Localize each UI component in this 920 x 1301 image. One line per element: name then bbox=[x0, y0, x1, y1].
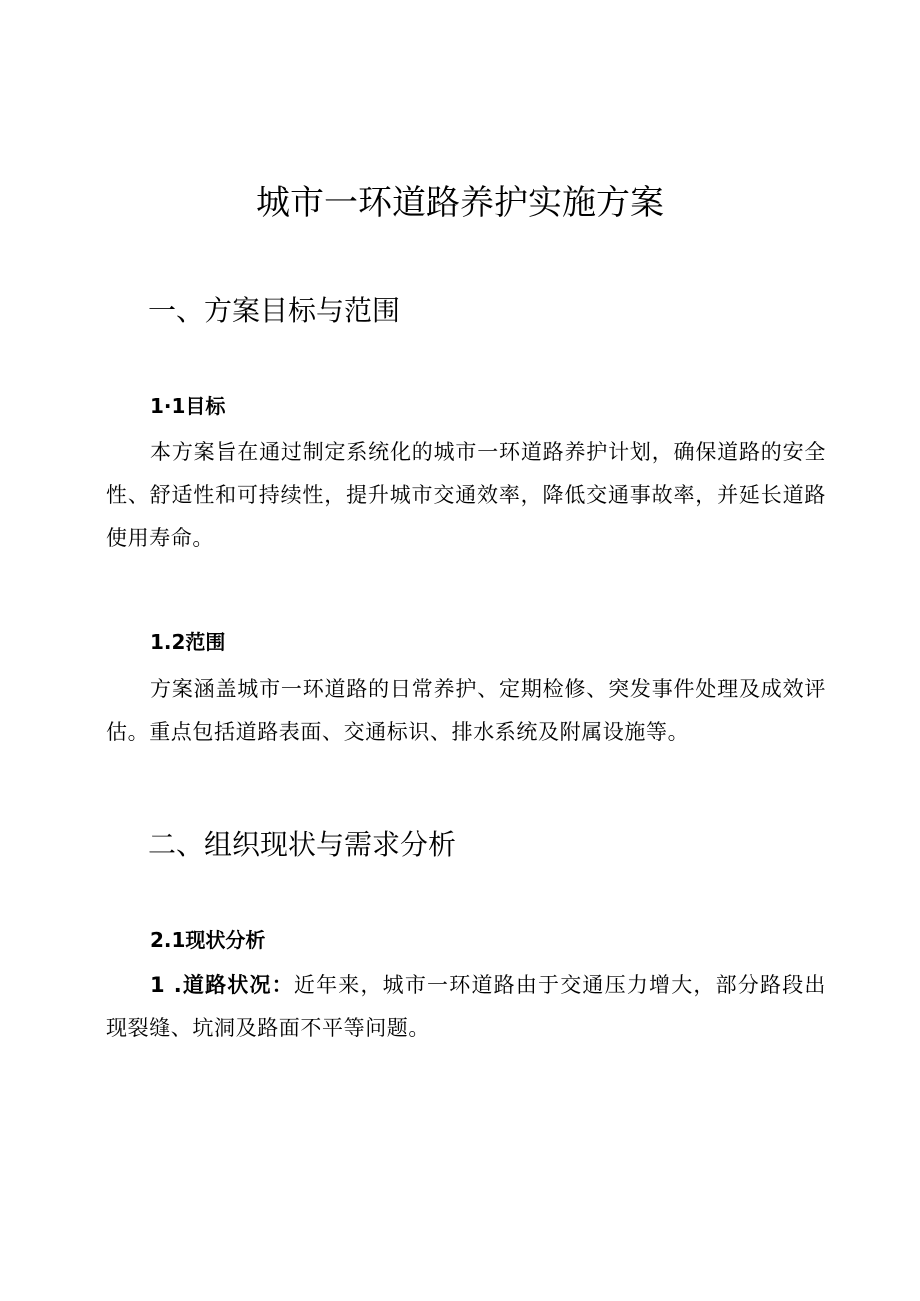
subsection-heading-1-2: 1.2范围 bbox=[150, 630, 226, 654]
subsection-heading-2-1: 2.1现状分析 bbox=[150, 928, 266, 952]
section-heading-2: 二、组织现状与需求分析 bbox=[148, 828, 457, 861]
list-item-road-condition bbox=[106, 964, 826, 1050]
paragraph-goal: 本方案旨在通过制定系统化的城市一环道路养护计划，确保道路的安全性、舒适性和可持续性，提升城市交通效率，降低交通事故率，并延长道路使用寿命。 bbox=[106, 440, 826, 550]
list-item-text: 近年来，城市一环道路由于交通压力增大，部分路段出现裂缝、坑洞及路面不平等问题。 bbox=[106, 973, 826, 1040]
document-title: 城市一环道路养护实施方案 bbox=[256, 183, 664, 223]
list-item-lead: 1 .道路状况： bbox=[150, 973, 294, 997]
subsection-heading-1-1: 1·1目标 bbox=[150, 394, 226, 418]
paragraph-scope: 方案涵盖城市一环道路的日常养护、定期检修、突发事件处理及成效评估。重点包括道路表面、交通标识、排水系统及附属设施等。 bbox=[106, 677, 826, 744]
section-heading-1: 一、方案目标与范围 bbox=[148, 294, 401, 327]
